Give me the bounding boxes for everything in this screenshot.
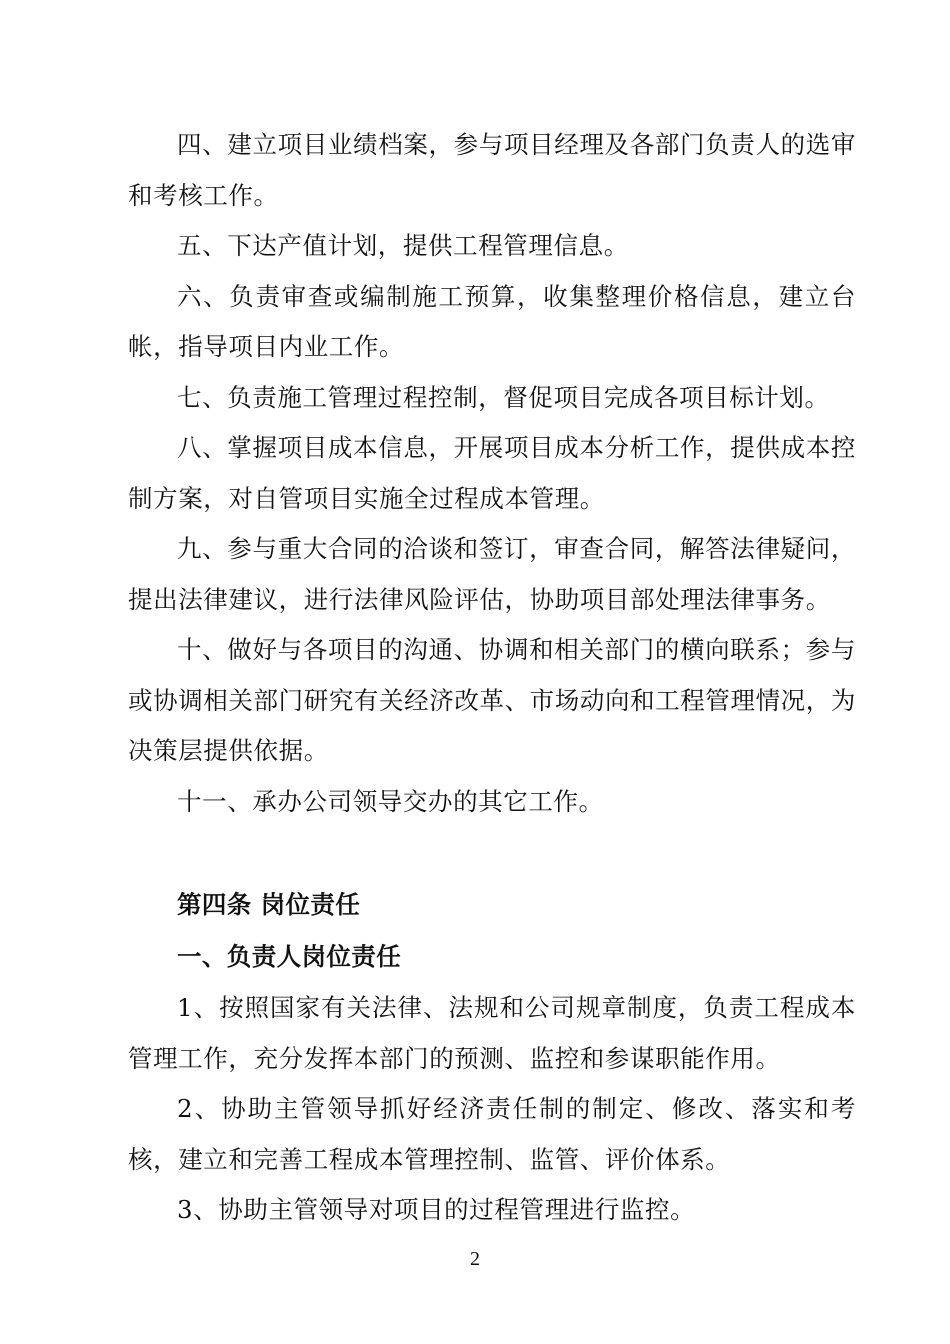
paragraph-duty-7: 七、负责施工管理过程控制，督促项目完成各项目标计划。 xyxy=(177,382,830,412)
paragraph-responsibility-3: 3、协助主管领导对项目的过程管理进行监控。 xyxy=(177,1195,696,1224)
paragraph-duty-10: 十、做好与各项目的沟通、协调和相关部门的横向联系；参与或协调相关部门研究有关经济改革、市场动向和工程管理情况，为决策层提供依据。 xyxy=(128,635,856,765)
section-spacer xyxy=(128,827,856,879)
paragraph-responsibility-1: 1、按照国家有关法律、法规和公司规章制度，负责工程成本管理工作，充分发挥本部门的预测、监控和参谋职能作用。 xyxy=(128,993,856,1073)
paragraph-duty-4: 四、建立项目业绩档案，参与项目经理及各部门负责人的选审和考核工作。 xyxy=(128,130,856,210)
paragraph-duty-8: 八、掌握项目成本信息，开展项目成本分析工作，提供成本控制方案，对自管项目实施全过程成本管理。 xyxy=(128,433,856,513)
section-heading: 第四条 岗位责任 xyxy=(177,890,361,919)
paragraph-responsibility-2: 2、协助主管领导抓好经济责任制的制定、修改、落实和考核，建立和完善工程成本管理控制、监管、评价体系。 xyxy=(128,1094,856,1174)
paragraph-duty-6: 六、负责审查或编制施工预算，收集整理价格信息，建立台帐，指导项目内业工作。 xyxy=(128,281,856,361)
paragraph-duty-9: 九、参与重大合同的洽谈和签订，审查合同，解答法律疑问，提出法律建议，进行法律风险评估，协助项目部处理法律事务。 xyxy=(128,534,856,614)
page-number: 2 xyxy=(470,1248,480,1270)
paragraph-duty-11: 十一、承办公司领导交办的其它工作。 xyxy=(177,786,604,816)
paragraph-duty-5: 五、下达产值计划，提供工程管理信息。 xyxy=(177,231,629,260)
document-body xyxy=(128,120,856,1236)
subsection-heading: 一、负责人岗位责任 xyxy=(177,942,402,971)
